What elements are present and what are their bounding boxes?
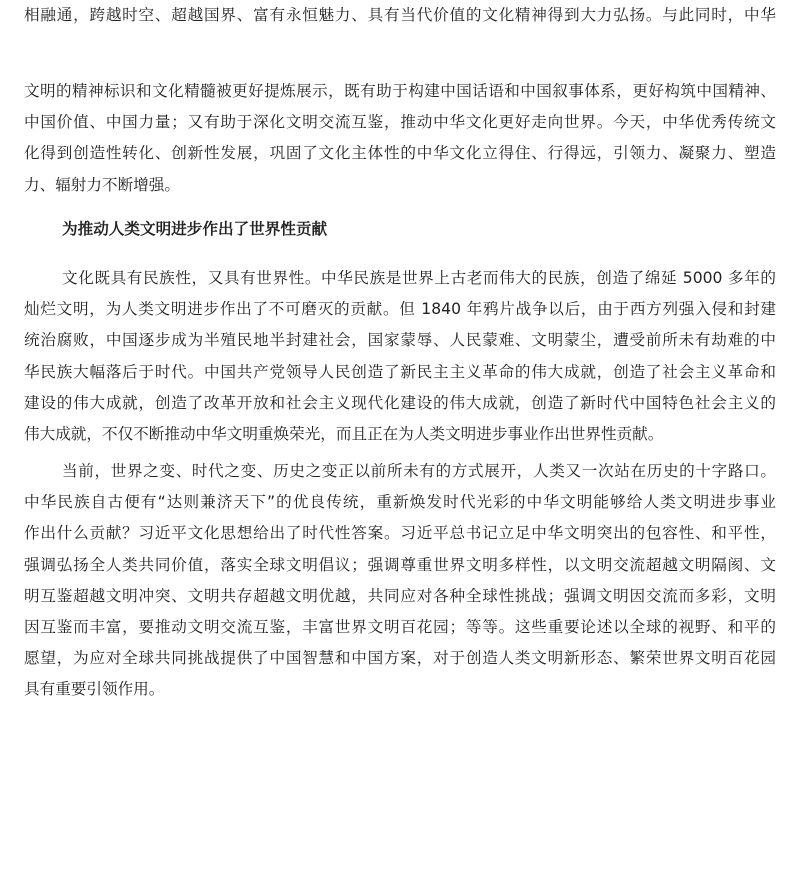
text-line: 愿望，为应对全球共同挑战提供了中国智慧和中国方案，对于创造人类文明新形态、繁荣世界文明百花园	[24, 649, 776, 668]
text-line: 华民族大幅落后于时代。中国共产党领导人民创造了新民主主义革命的伟大成就，创造了社会主义革命和	[24, 362, 776, 381]
text-line: 力、辐射力不断增强。	[24, 175, 180, 194]
text-line: 文化既具有民族性，又具有世界性。中华民族是世界上古老而伟大的民族，创造了绵延 5000 多年的	[62, 269, 776, 287]
text-line: 强调弘扬全人类共同价值，落实全球文明倡议；强调尊重世界文明多样性，以文明交流超越文明隔阂、文	[24, 555, 776, 574]
text-line: 明互鉴超越文明冲突、文明共存超越文明优越，共同应对各种全球性挑战；强调文明因交流而多彩，文明	[24, 586, 776, 605]
text-line: 统治腐败，中国逐步成为半殖民地半封建社会，国家蒙辱、人民蒙难、文明蒙尘，遭受前所未有劫难的中	[24, 331, 776, 350]
text-line: 相融通，跨越时空、超越国界、富有永恒魅力、具有当代价值的文化精神得到大力弘扬。与此同时，中华	[24, 6, 776, 24]
text-line: 中华民族自古便有“达则兼济天下”的优良传统，重新焕发时代光彩的中华文明能够给人类文明进步事业	[24, 493, 776, 512]
text-line: 因互鉴而丰富，要推动文明交流互鉴，丰富世界文明百花园；等等。这些重要论述以全球的视野、和平的	[24, 618, 776, 636]
text-line: 建设的伟大成就，创造了改革开放和社会主义现代化建设的伟大成就，创造了新时代中国特色社会主义的	[24, 393, 776, 412]
text-line: 中国价值、中国力量；又有助于深化文明交流互鉴，推动中华文化更好走向世界。今天，中华优秀传统文	[24, 113, 776, 132]
text-line: 灿烂文明，为人类文明进步作出了不可磨灭的贡献。但 1840 年鸦片战争以后，由于西方列强入侵和封建	[24, 300, 776, 319]
text-line: 文明的精神标识和文化精髓被更好提炼展示，既有助于构建中国话语和中国叙事体系，更好构筑中国精神、	[24, 82, 776, 100]
text-line: 作出什么贡献？习近平文化思想给出了时代性答案。习近平总书记立足中华文明突出的包容性、和平性，	[24, 524, 776, 543]
text-line: 化得到创造性转化、创新性发展，巩固了文化主体性的中华文化立得住、行得远，引领力、凝聚力、塑造	[24, 144, 776, 163]
section-heading: 为推动人类文明进步作出了世界性贡献	[62, 220, 328, 238]
text-line: 伟大成就，不仅不断推动中华文明重焕荣光，而且正在为人类文明进步事业作出世界性贡献。	[24, 425, 664, 443]
text-line: 具有重要引领作用。	[24, 680, 165, 699]
text-line: 当前，世界之变、时代之变、历史之变正以前所未有的方式展开，人类又一次站在历史的十字路口。	[62, 462, 776, 480]
